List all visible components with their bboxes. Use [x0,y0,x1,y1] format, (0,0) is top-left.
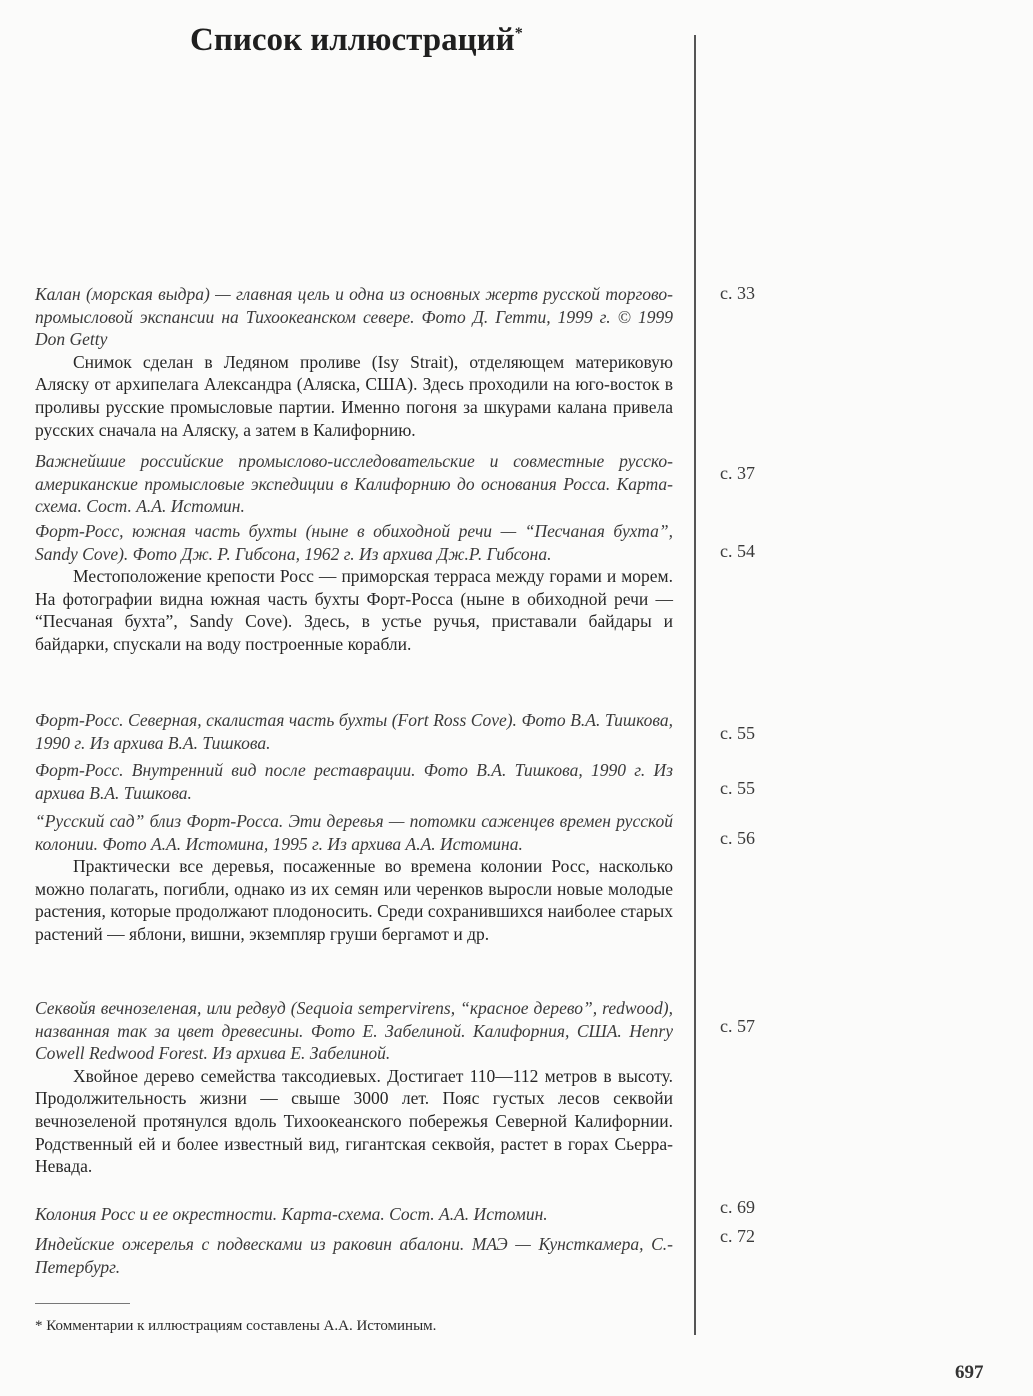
entry-caption: Индейские ожерелья с подвесками из раковин абалони. МАЭ — Кунсткамера, С.-Петербург. [35,1234,673,1277]
entry-description: Местоположение крепости Росс — приморская терраса между горами и морем. На фотографии видна южная часть бухты Форт-Росса (ныне в обиходной речи — “Песчаная бухта”, Sandy Cove). Здесь, в устье ручья, приставали байдары и байдарки, спускали на воду построенные корабли. [35,566,673,654]
footnote: * Комментарии к иллюстрациям составлены А.А. Истоминым. [35,1318,437,1334]
entry-9 [35,1233,673,1278]
entry-1 [35,283,673,441]
entry-caption: Секвойя вечнозеленая, или редвуд (Sequoia sempervirens, “красное дерево”, redwood), названная так за цвет древесины. Фото Е. Забелиной. Калифорния, США. Henry Cowell Redwood Forest. Из архива Е. Забелиной. [35,998,673,1064]
entry-caption: Форт-Росс. Внутренний вид после реставрации. Фото В.А. Тишкова, 1990 г. Из архива В.А. Тишкова. [35,760,673,803]
entry-caption: Колония Росс и ее окрестности. Карта-схема. Сост. А.А. Истомин. [35,1204,548,1224]
footnote-separator [35,1303,130,1304]
entry-3 [35,520,673,656]
footnote-mark: * [514,25,523,42]
entry-caption: “Русский сад” близ Форт-Росса. Эти деревья — потомки саженцев времен русской колонии. Фото А.А. Истомина, 1995 г. Из архива А.А. Истомина. [35,811,673,854]
column-divider [694,35,696,1335]
entry-5 [35,759,673,804]
entry-2 [35,450,673,518]
title-text: Список иллюстраций [190,22,515,58]
entry-caption: Форт-Росс. Северная, скалистая часть бухты (Fort Ross Cove). Фото В.А. Тишкова, 1990 г. Из архива В.А. Тишкова. [35,710,673,753]
page-number: 697 [955,1362,984,1383]
page-ref: с. 72 [720,1226,755,1246]
entry-7 [35,997,673,1178]
entry-6 [35,810,673,946]
page-ref: с. 55 [720,778,755,798]
entry-description: Практически все деревья, посаженные во времена колонии Росс, насколько можно полагать, погибли, однако из их семян или черенков выросли новые молодые растения, которые продолжают плодоносить. Среди сохранившихся наиболее старых растений — яблони, вишни, экземпляр груши бергамот и др. [35,856,673,944]
page-ref: с. 54 [720,541,755,561]
page-ref: с. 56 [720,828,755,848]
entry-description: Снимок сделан в Ледяном проливе (Isy Strait), отделяющем материковую Аляску от архипелага Александра (Аляска, США). Здесь проходили на юго-восток в проливы русские промысловые партии. Именно погоня за шкурами калана привела русских сначала на Аляску, а затем в Калифорнию. [35,351,673,440]
page-ref: с. 55 [720,723,755,743]
page-ref: с. 33 [720,283,755,303]
entry-4 [35,709,673,754]
entry-8 [35,1203,673,1226]
page-title [190,22,523,59]
entry-caption: Важнейшие российские промыслово-исследовательские и совместные русско-американские промысловые экспедиции в Калифорнию до основания Росса. Карта-схема. Сост. А.А. Истомин. [35,451,673,517]
entry-description: Хвойное дерево семейства таксодиевых. Достигает 110—112 метров в высоту. Продолжительность жизни — свыше 3000 лет. Пояс густых лесов секвойи вечнозеленой протянулся вдоль Тихоокеанского побережья Северной Калифорнии. Родственный ей и более известный вид, гигантская секвойя, растет в горах Сьерра-Невада. [35,1065,673,1177]
page-ref: с. 37 [720,463,755,483]
page-ref: с. 57 [720,1016,755,1036]
page-ref: с. 69 [720,1197,755,1217]
entry-caption: Калан (морская выдра) — главная цель и одна из основных жертв русской торгово-промысловой экспансии на Тихоокеанском севере. Фото Д. Гетти, 1999 г. © 1999 Don Getty [35,284,673,350]
entry-caption: Форт-Росс, южная часть бухты (ныне в обиходной речи — “Песчаная бухта”, Sandy Cove). Фото Дж. Р. Гибсона, 1962 г. Из архива Дж.Р. Гибсона. [35,521,673,564]
